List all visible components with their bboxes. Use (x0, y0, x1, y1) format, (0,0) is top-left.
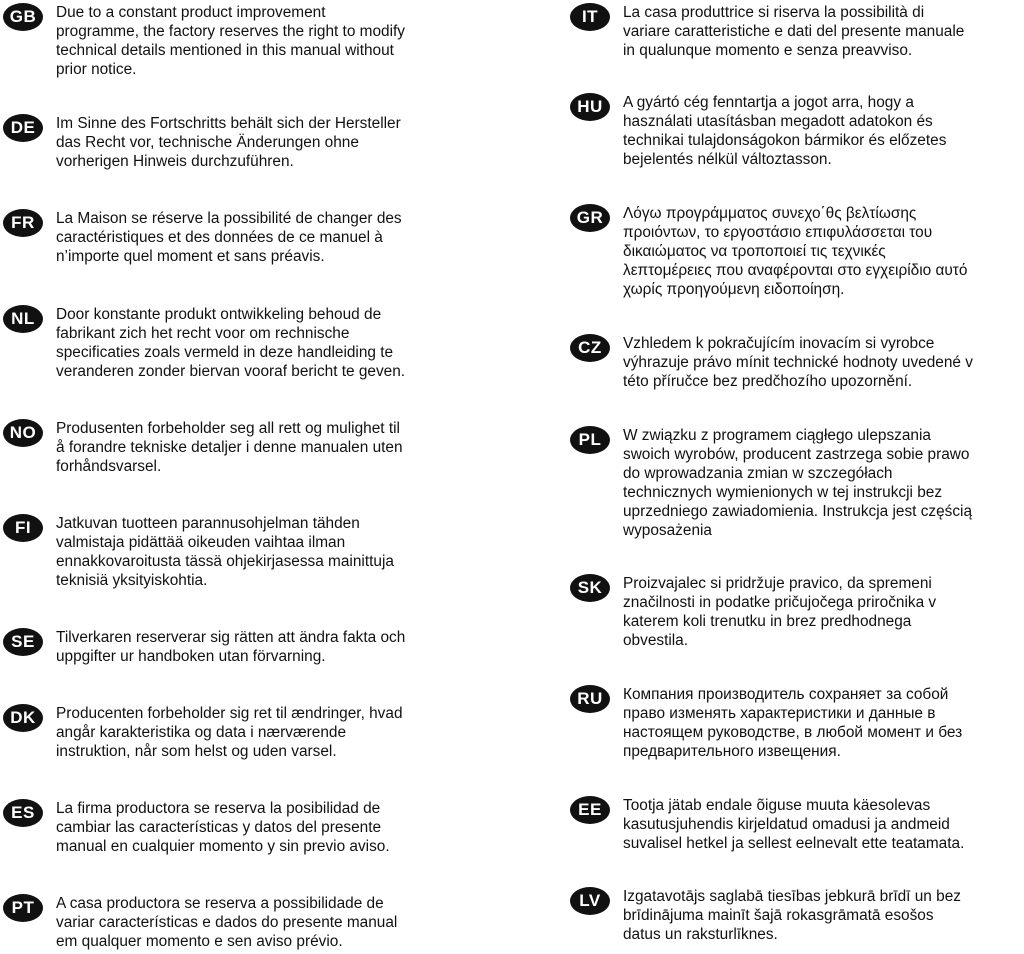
notice-text-sk: Proizvajalec si pridržuje pravico, da spremeni značilnosti in podatke pričujočega priročnika v katerem koli trenutku in brez predhodnega obvestila. (623, 575, 937, 649)
language-badge-es: ES (3, 799, 43, 827)
notice-text-pl: W związku z programem ciągłego ulepszania swoich wyrobów, producent zastrzega sobie prawo do wprowadzania zmian w szczegółach technicznych wymienionych w tej instrukcji bez uprzedniego zawiadomienia. Instrukcja jest częścią wyposażenia (623, 427, 973, 539)
notice-text-ee: Tootja jätab endale õiguse muuta käesolevas kasutusjuhendis kirjeldatud omadusi ja andmeid suvalisel hetkel ja sellest eelnevalt ette teatamata. (623, 797, 965, 852)
notice-text-fr: La Maison se réserve la possibilité de changer des caractéristiques et des données de ce manuel à n’importe quel moment et sans préavis. (56, 210, 402, 265)
notice-text-nl: Door konstante produkt ontwikkeling behoud de fabrikant zich het recht voor om rechnische specificaties zoals vermeld in deze handleiding te veranderen zonder biervan vooraf bericht te geven. (56, 306, 406, 380)
language-badge-no: NO (3, 419, 43, 447)
notice-text-es: La firma productora se reserva la posibilidad de cambiar las características y datos del presente manual en cualquier momento y sin previo aviso. (56, 800, 390, 855)
notice-text-dk: Producenten forbeholder sig ret til ændringer, hvad angår karakteristika og data i nærværende instruktion, når som helst og uden varsel. (56, 705, 403, 760)
notice-text-gb: Due to a constant product improvement programme, the factory reserves the right to modify technical details mentioned in this manual without prior notice. (56, 4, 405, 78)
notice-text-it: La casa produttrice si riserva la possibilità di variare caratteristiche e dati del presente manuale in qualunque momento e senza preavviso. (623, 4, 965, 59)
notice-text-no: Produsenten forbeholder seg all rett og mulighet til å forandre tekniske detaljer i denne manualen uten forhåndsvarsel. (56, 420, 403, 475)
language-badge-fi: FI (3, 514, 43, 542)
language-badge-ru: RU (570, 685, 610, 713)
language-badge-de: DE (3, 114, 43, 142)
language-badge-it: IT (570, 3, 610, 31)
notice-text-fi: Jatkuvan tuotteen parannusohjelman tähden valmistaja pidättää oikeuden vaihtaa ilman ennakkovaroitusta tässä ohjekirjasessa mainittuja teknisiä yksityiskohtia. (56, 515, 394, 589)
notice-text-pt: A casa productora se reserva a possibilidade de variar características e dados do presente manual em qualquer momento e sen aviso prévio. (56, 895, 398, 950)
language-badge-lv: LV (570, 887, 610, 915)
language-badge-gr: GR (570, 204, 610, 232)
notice-text-ru: Компания производитель сохраняет за собой право изменять характеристики и данные в настоящем руководстве, в любой момент и без предварительного извещения. (623, 686, 963, 760)
language-badge-fr: FR (3, 209, 43, 237)
language-badge-ee: EE (570, 796, 610, 824)
notice-text-lv: Izgatavotājs saglabā tiesības jebkurā brīdī un bez brīdinājuma mainīt šajā rokasgrāmatā esošos datus un raksturlīknes. (623, 888, 961, 943)
notice-text-de: Im Sinne des Fortschritts behält sich der Hersteller das Recht vor, technische Änderungen ohne vorherigen Hinweis durchzuführen. (56, 115, 401, 170)
language-badge-se: SE (3, 628, 43, 656)
language-badge-sk: SK (570, 574, 610, 602)
language-badge-gb: GB (3, 3, 43, 31)
notice-text-se: Tilverkaren reserverar sig rätten att ändra fakta och uppgifter ur handboken utan förvarning. (56, 629, 406, 665)
notice-text-gr: Λόγω προγράμματος συνεχο΄θς βελτίωσης προιόντων, το εργοστάσιο επιφυλάσσεται του δικαιώματος να τροποποιεί τις τεχνικές λεπτομέρειες που αναφέρονται στο εγχειρίδιο αυτό χωρίς προηγούμενη ειδοποίηση. (623, 205, 968, 298)
language-badge-hu: HU (570, 93, 610, 121)
language-badge-cz: CZ (570, 334, 610, 362)
notice-text-hu: A gyártó cég fenntartja a jogot arra, hogy a használati utasításban megadott adatokon és technikai tulajdonságokon bármikor és előzetes bejelentés nélkül változtasson. (623, 94, 947, 168)
language-badge-pl: PL (570, 426, 610, 454)
language-badge-pt: PT (3, 894, 43, 922)
language-badge-dk: DK (3, 704, 43, 732)
language-badge-nl: NL (3, 305, 43, 333)
notice-text-cz: Vzhledem k pokračujícím inovacím si vyrobce výhrazuje právo mínit technické hodnoty uvedené v této příručce bez predčhozího upozornění. (623, 335, 973, 390)
